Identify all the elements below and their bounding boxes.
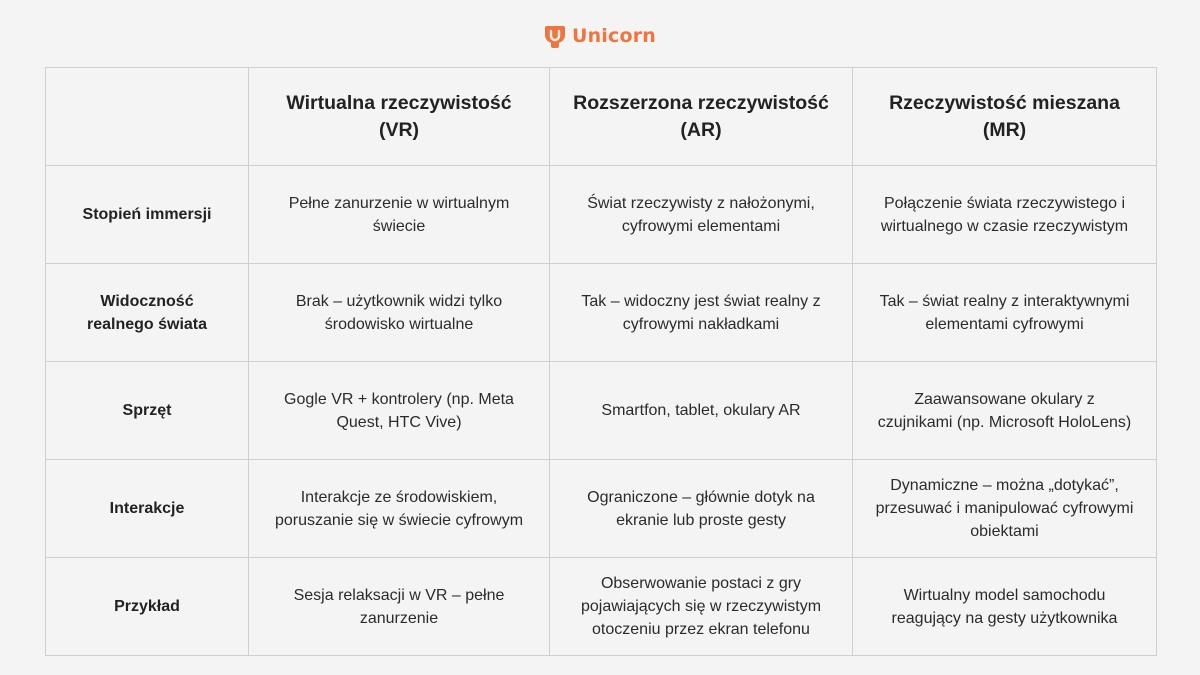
row-header: Przykład bbox=[46, 558, 249, 656]
table-cell: Dynamiczne – można „dotykać”, przesuwać i manipulować cyfrowymi obiektami bbox=[853, 460, 1157, 558]
table-cell: Ograniczone – głównie dotyk na ekranie lub proste gesty bbox=[550, 460, 853, 558]
table-cell: Smartfon, tablet, okulary AR bbox=[550, 362, 853, 460]
table-cell: Obserwowanie postaci z gry pojawiających się w rzeczywistym otoczeniu przez ekran telefonu bbox=[550, 558, 853, 656]
brand-name: Unicorn bbox=[571, 25, 657, 47]
brand-logo bbox=[0, 22, 1200, 50]
table-row bbox=[46, 264, 1157, 362]
row-header: Sprzęt bbox=[46, 362, 249, 460]
table-cell: Świat rzeczywisty z nałożonymi, cyfrowymi elementami bbox=[550, 166, 853, 264]
table-cell: Wirtualny model samochodu reagujący na gesty użytkownika bbox=[853, 558, 1157, 656]
table-cell: Gogle VR + kontrolery (np. Meta Quest, HTC Vive) bbox=[249, 362, 550, 460]
table-cell: Tak – widoczny jest świat realny z cyfrowymi nakładkami bbox=[550, 264, 853, 362]
column-header-ar: Rozszerzona rzeczywistość (AR) bbox=[550, 68, 853, 166]
table-cell: Zaawansowane okulary z czujnikami (np. Microsoft HoloLens) bbox=[853, 362, 1157, 460]
table-header-row bbox=[46, 68, 1157, 166]
table-cell: Interakcje ze środowiskiem, poruszanie się w świecie cyfrowym bbox=[249, 460, 550, 558]
unicorn-logo-icon bbox=[544, 24, 566, 48]
table-cell: Tak – świat realny z interaktywnymi elementami cyfrowymi bbox=[853, 264, 1157, 362]
table-cell: Połączenie świata rzeczywistego i wirtualnego w czasie rzeczywistym bbox=[853, 166, 1157, 264]
row-header: Widoczność realnego świata bbox=[46, 264, 249, 362]
column-header-vr: Wirtualna rzeczywistość (VR) bbox=[249, 68, 550, 166]
column-header-mr: Rzeczywistość mieszana (MR) bbox=[853, 68, 1157, 166]
table-cell: Pełne zanurzenie w wirtualnym świecie bbox=[249, 166, 550, 264]
table-row bbox=[46, 460, 1157, 558]
table-row bbox=[46, 558, 1157, 656]
table-cell: Sesja relaksacji w VR – pełne zanurzenie bbox=[249, 558, 550, 656]
table-cell: Brak – użytkownik widzi tylko środowisko wirtualne bbox=[249, 264, 550, 362]
corner-cell bbox=[46, 68, 249, 166]
comparison-table bbox=[45, 67, 1157, 656]
table-row bbox=[46, 362, 1157, 460]
row-header: Interakcje bbox=[46, 460, 249, 558]
table-row bbox=[46, 166, 1157, 264]
row-header: Stopień immersji bbox=[46, 166, 249, 264]
